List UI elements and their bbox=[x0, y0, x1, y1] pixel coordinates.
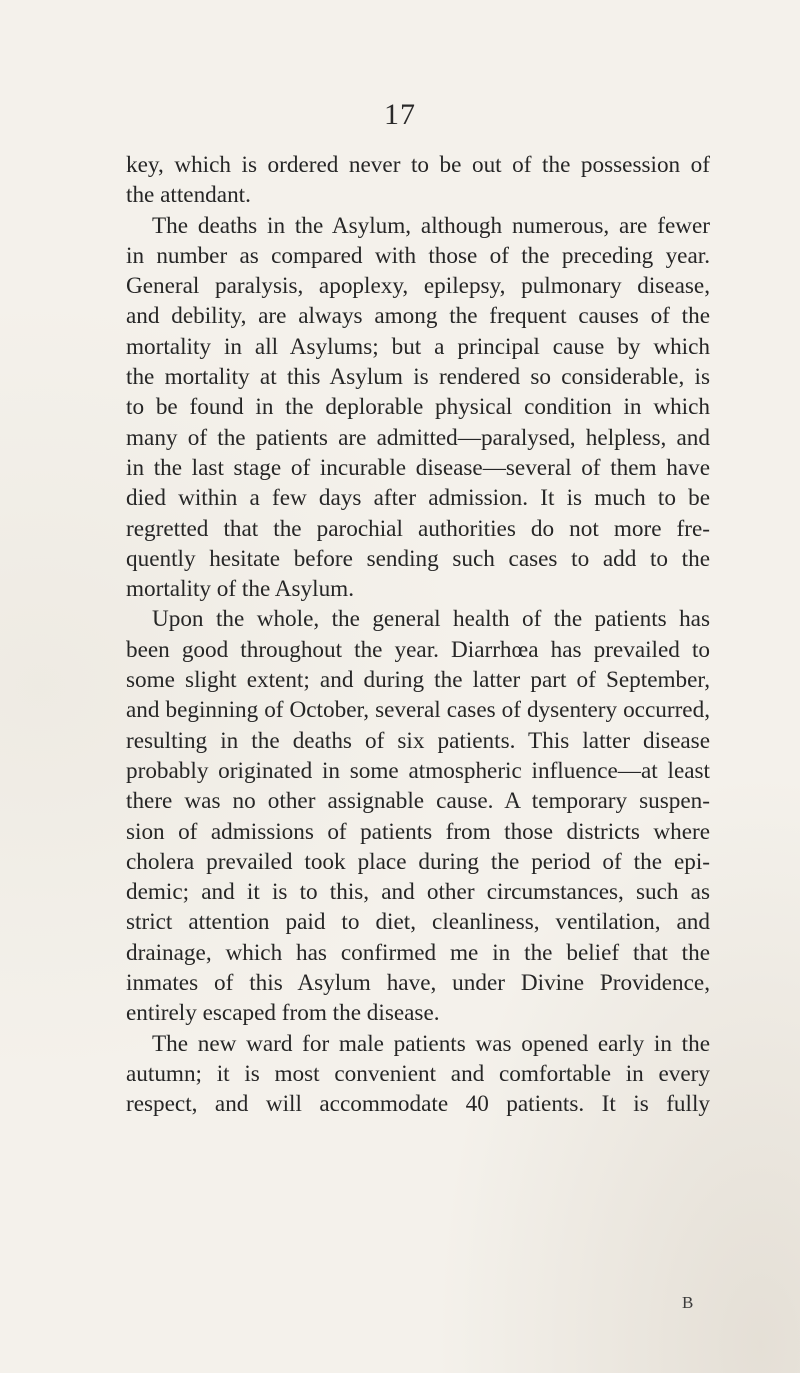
text-line: resulting in the deaths of six patients. This latter disease bbox=[126, 727, 710, 754]
text-line: mortality in all Asylums; but a principal cause by which bbox=[126, 333, 710, 360]
text-line: Upon the whole, the general health of the patients has bbox=[152, 606, 710, 633]
text-line: strict attention paid to diet, cleanliness, ventilation, and bbox=[126, 909, 710, 936]
body-text bbox=[126, 150, 710, 1120]
text-line: demic; and it is to this, and other circumstances, such as bbox=[126, 879, 710, 906]
text-line: in number as compared with those of the preceding year. bbox=[126, 242, 710, 269]
text-line: quently hesitate before sending such cases to add to the bbox=[126, 545, 710, 572]
text-line: and debility, are always among the frequent causes of the bbox=[126, 303, 710, 330]
signature-mark: B bbox=[682, 1293, 694, 1312]
text-line: the mortality at this Asylum is rendered so considerable, is bbox=[126, 364, 710, 391]
text-line: mortality of the Asylum. bbox=[126, 576, 354, 603]
text-line: probably originated in some atmospheric influence—at least bbox=[126, 757, 710, 784]
text-line: The new ward for male patients was opened early in the bbox=[152, 1030, 710, 1057]
text-line: been good throughout the year. Diarrhœa has prevailed to bbox=[126, 636, 710, 663]
text-line: in the last stage of incurable disease—several of them have bbox=[126, 454, 710, 481]
text-line: drainage, which has confirmed me in the belief that the bbox=[126, 939, 710, 966]
text-line: and beginning of October, several cases of dysentery occurred, bbox=[126, 697, 710, 724]
text-line: many of the patients are admitted—paralysed, helpless, and bbox=[126, 424, 710, 451]
text-line: some slight extent; and during the latter part of September, bbox=[126, 667, 710, 694]
text-line: General paralysis, apoplexy, epilepsy, pulmonary disease, bbox=[126, 273, 710, 300]
text-line: autumn; it is most convenient and comfortable in every bbox=[126, 1060, 710, 1087]
text-line: The deaths in the Asylum, although numerous, are fewer bbox=[152, 212, 710, 239]
text-line: inmates of this Asylum have, under Divine Providence, bbox=[126, 970, 710, 997]
text-line: to be found in the deplorable physical condition in which bbox=[126, 394, 710, 421]
text-line: there was no other assignable cause. A temporary suspen- bbox=[126, 788, 710, 815]
text-line: regretted that the parochial authorities do not more fre- bbox=[126, 515, 710, 542]
text-line: key, which is ordered never to be out of the possession of bbox=[126, 152, 710, 178]
text-line: sion of admissions of patients from those districts where bbox=[126, 818, 710, 845]
text-line: cholera prevailed took place during the period of the epi- bbox=[126, 848, 710, 875]
text-line: entirely escaped from the disease. bbox=[126, 1000, 440, 1027]
text-line: respect, and will accommodate 40 patients. It is fully bbox=[126, 1091, 710, 1118]
page-number: 17 bbox=[384, 98, 416, 131]
text-line: the attendant. bbox=[126, 182, 251, 209]
text-line: died within a few days after admission. It is much to be bbox=[126, 485, 710, 512]
